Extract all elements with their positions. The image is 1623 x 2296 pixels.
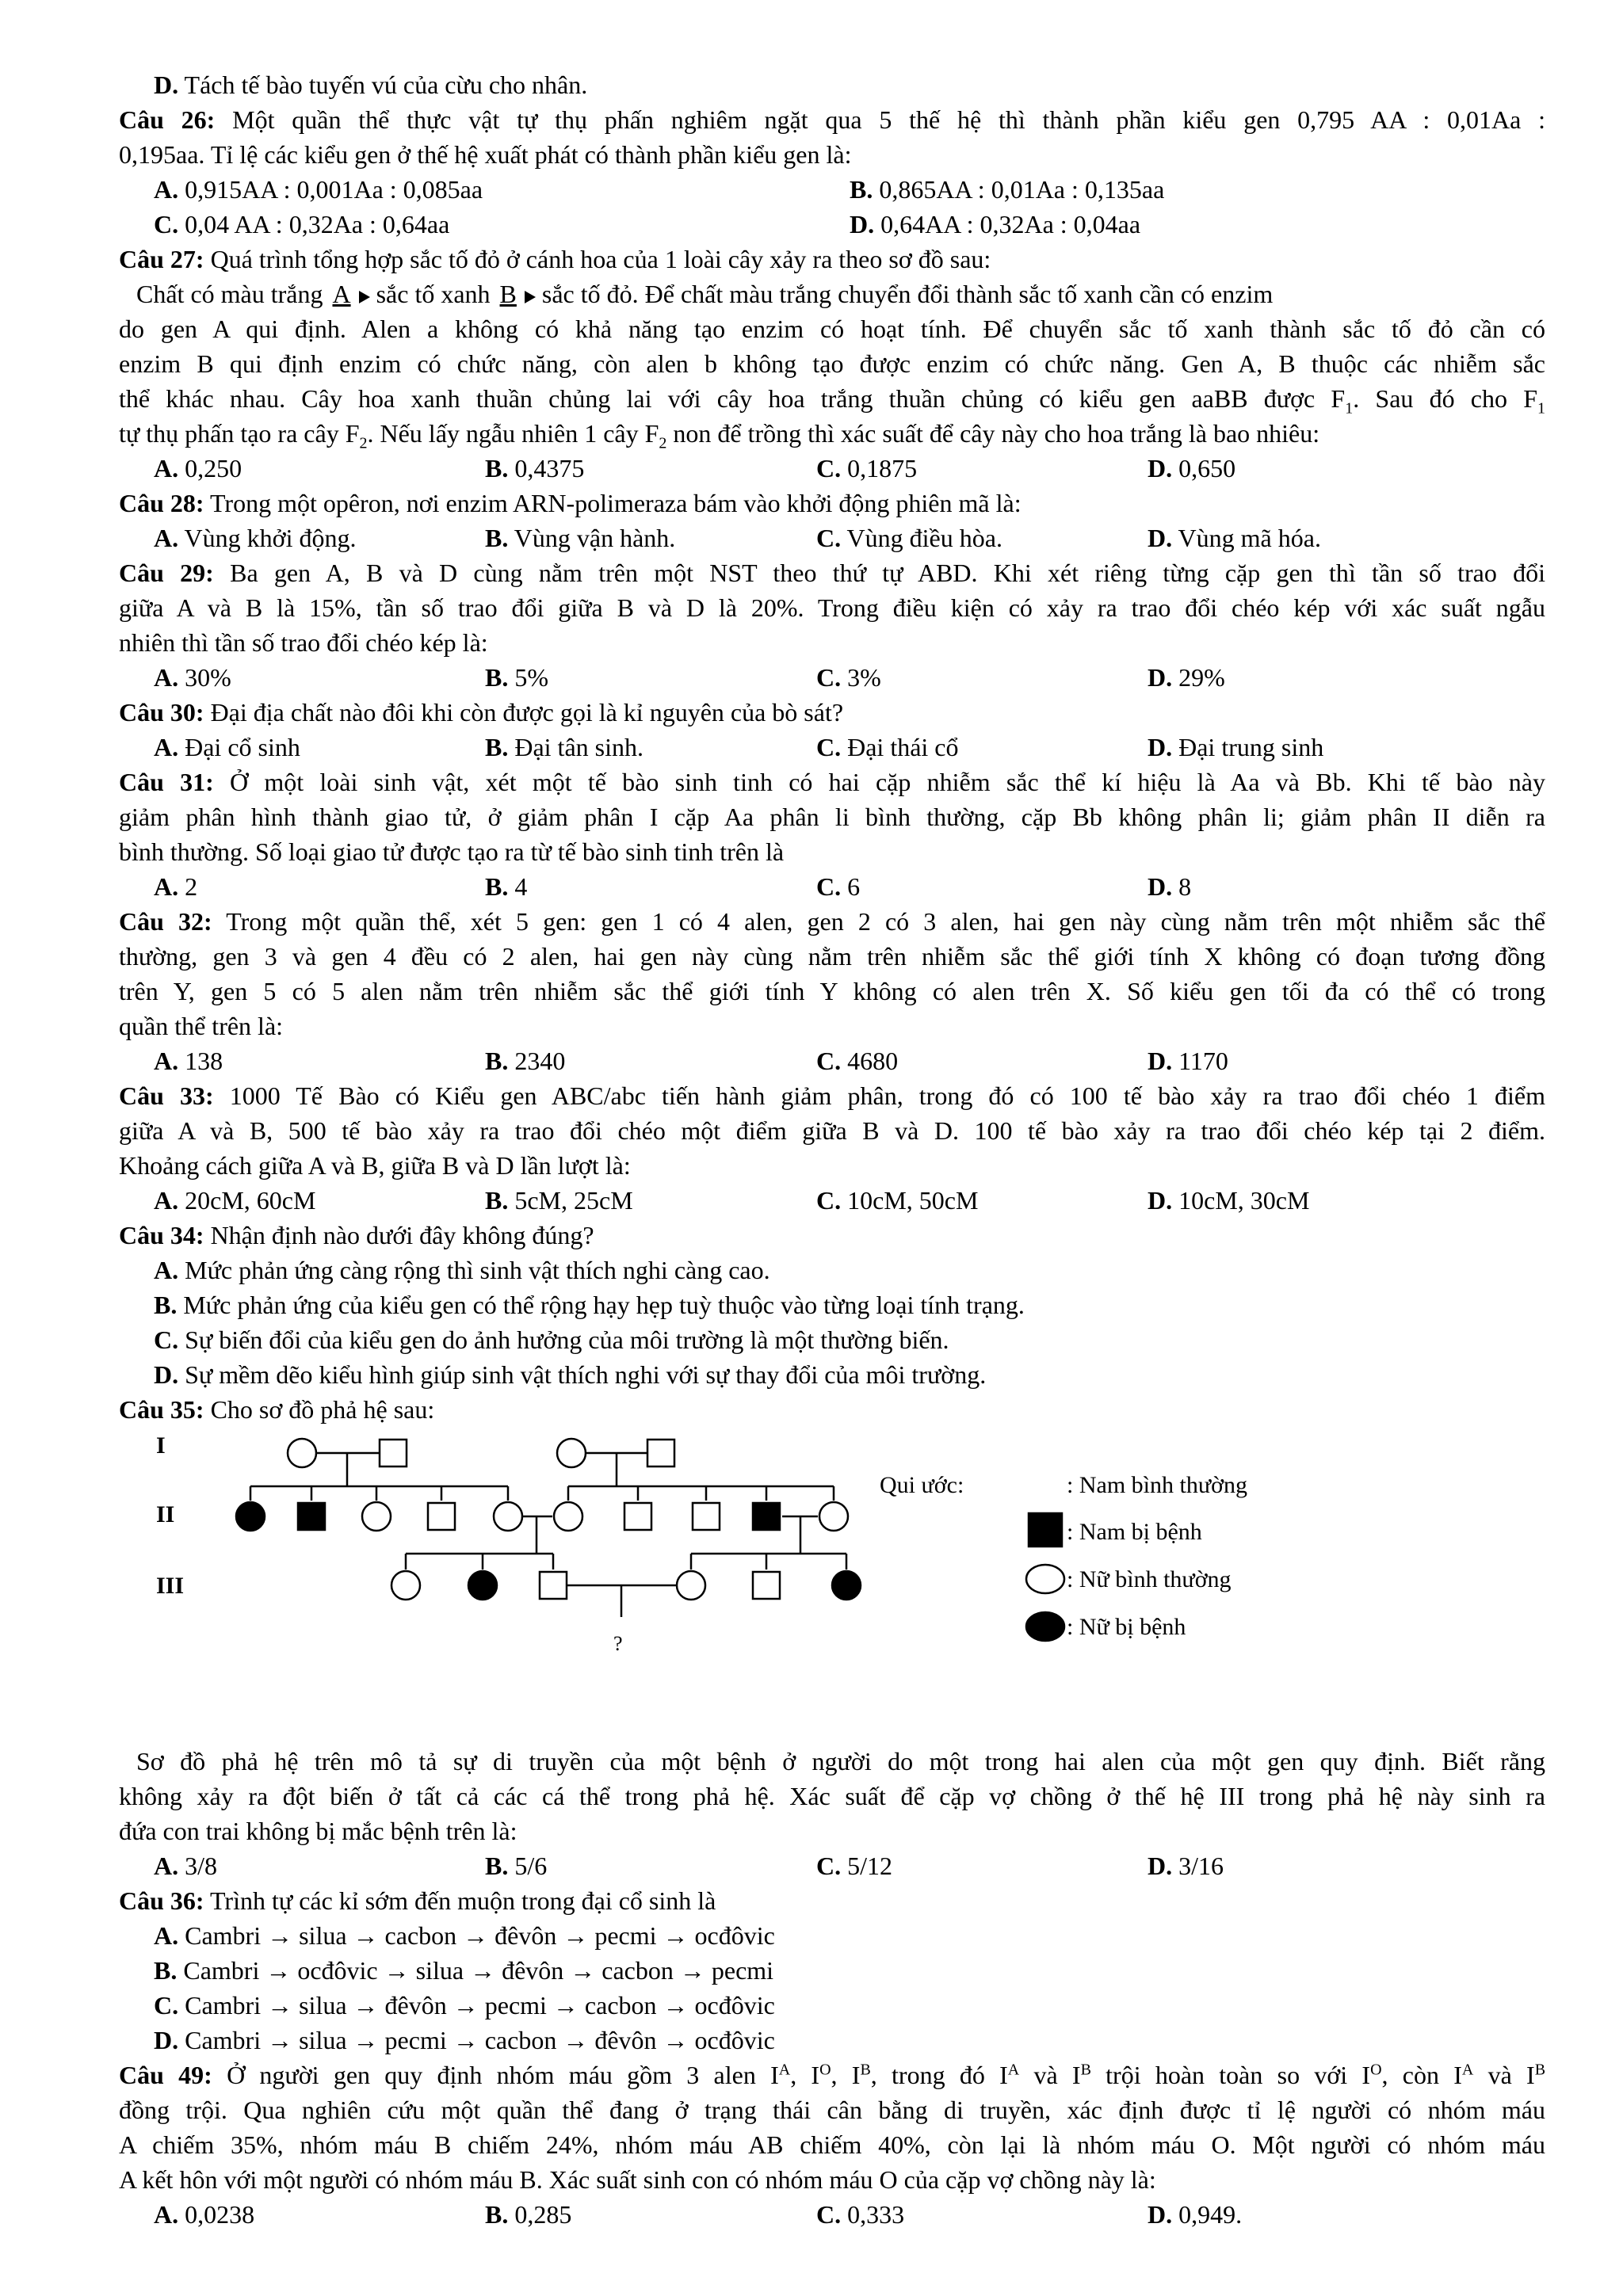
option-text: 20cM, 60cM: [185, 1186, 316, 1215]
option-text: 0,949.: [1178, 2200, 1243, 2229]
option-a: [154, 869, 485, 904]
option-label: D.: [850, 210, 875, 238]
female-affected-icon: [236, 1502, 265, 1531]
option-c: [816, 2197, 1148, 2232]
option-a: [119, 1253, 1545, 1287]
option-a: [154, 730, 485, 765]
superscript: B: [1080, 2061, 1091, 2079]
option-d: [1148, 730, 1479, 765]
option-a: [154, 1848, 485, 1883]
options-row: [119, 451, 1545, 486]
option-a: [154, 1043, 485, 1078]
option-d: [850, 207, 1545, 242]
question-text-line: [119, 381, 1545, 416]
option-text: Cambri → silua → đêvôn → pecmi → cacbon → ocđôvic: [185, 1991, 775, 2019]
question-label: Câu 34:: [119, 1221, 204, 1249]
option-label: D.: [1148, 1186, 1173, 1215]
option-text: Tách tế bào tuyến vú của cừu cho nhân.: [184, 71, 588, 99]
female-normal-icon: [494, 1502, 522, 1531]
female-normal-icon: [677, 1571, 705, 1600]
options-row: [119, 1848, 1545, 1883]
question-label: Câu 29:: [119, 559, 214, 587]
option-label: B.: [485, 454, 509, 482]
option-label: C.: [816, 2200, 842, 2229]
options-row: [119, 207, 1545, 242]
subscript: 1: [1345, 399, 1354, 418]
female-normal-icon: [554, 1502, 582, 1531]
options-row: [119, 730, 1545, 765]
question-text-line: A kết hôn với một người có nhóm máu B. Xác suất sinh con có nhóm máu O của cặp vợ chồng này là:: [119, 2165, 1156, 2194]
question-32: [119, 904, 1545, 939]
option-label: D.: [1148, 872, 1173, 901]
option-d: [119, 2023, 1545, 2058]
option-text: 0,04 AA : 0,32Aa : 0,64aa: [185, 210, 450, 238]
option-text: Vùng khởi động.: [184, 524, 357, 552]
legend-male-affected: : Nam bị bệnh: [1067, 1519, 1202, 1545]
option-a: [154, 2197, 485, 2232]
question-text: Cho sơ đồ phả hệ sau:: [210, 1395, 435, 1424]
option-b: [485, 2197, 816, 2232]
option-d: [1148, 1183, 1479, 1218]
option-c: [816, 521, 1148, 555]
option-text: Cambri → ocđôvic → silua → đêvôn → cacbon → pecmi: [183, 1956, 774, 1985]
question-text: Quá trình tổng hợp sắc tố đỏ ở cánh hoa của 1 loài cây xảy ra theo sơ đồ sau:: [210, 245, 991, 273]
option-label: C.: [816, 663, 842, 692]
prev-option-d: [119, 67, 1545, 102]
option-label: C.: [154, 1991, 179, 2019]
option-b: [485, 869, 816, 904]
option-label: D.: [1148, 663, 1173, 692]
options-row: [119, 660, 1545, 695]
male-affected-icon: [298, 1503, 325, 1530]
question-label: Câu 33:: [119, 1081, 214, 1110]
option-text: 2: [185, 872, 198, 901]
option-text: 4680: [847, 1047, 899, 1075]
white-substance-text: Chất có màu trắng: [136, 280, 323, 308]
option-label: B.: [485, 1047, 509, 1075]
question-49: Câu 49: Ở người gen quy định nhóm máu gồm 3 alen $I^A$, $I^O$, $I^B$, trong đó $I^A$ và $I^B$ trội hoàn toàn so với $I^O$, còn $I^A$ và $I^B$: [119, 2061, 1546, 2089]
option-text: 8: [1178, 872, 1192, 901]
option-b: [485, 730, 816, 765]
option-label: C.: [816, 1186, 842, 1215]
female-normal-icon: [819, 1502, 848, 1531]
option-a: [154, 1183, 485, 1218]
option-d: [1148, 451, 1479, 486]
question-label: Câu 31:: [119, 768, 214, 796]
option-text: Mức phản ứng của kiểu gen có thể rộng hạy hẹp tuỳ thuộc vào từng loại tính trạng.: [183, 1291, 1025, 1319]
question-text-line: giữa A và B, 500 tế bào xảy ra trao đổi chéo một điểm giữa B và D. 100 tế bào xảy ra trao đổi chéo kép tại 2 điểm.: [119, 1116, 1545, 1145]
arrow-head-icon: [359, 291, 370, 303]
question-text-line: giữa A và B là 15%, tần số trao đổi giữa B và D là 20%. Trong điều kiện có xảy ra trao đổi chéo kép với xác suất ngẫu: [119, 593, 1545, 622]
option-label: B.: [485, 1186, 509, 1215]
subscript: 2: [359, 434, 368, 452]
option-c: [119, 1988, 1545, 2023]
question-text-line: quần thể trên là:: [119, 1012, 284, 1040]
question-text: Nhận định nào dưới đây không đúng?: [210, 1221, 594, 1249]
option-text: Mức phản ứng càng rộng thì sinh vật thích nghi càng cao.: [185, 1256, 770, 1284]
female-normal-icon: [362, 1502, 391, 1531]
option-text: 5/12: [847, 1852, 892, 1880]
option-text: 10cM, 30cM: [1178, 1186, 1310, 1215]
option-text: Cambri → silua → pecmi → cacbon → đêvôn → ocđôvic: [185, 2026, 775, 2054]
option-label: A.: [154, 1186, 179, 1215]
option-text: 5%: [514, 663, 548, 692]
option-label: C.: [816, 872, 842, 901]
pedigree-diagram: [119, 1427, 1545, 1744]
question-text-line: enzim B qui định enzim có chức năng, còn alen b không tạo được enzim có chức năng. Gen A, B thuộc các nhiễm sắc: [119, 349, 1545, 378]
legend-female-normal-icon: [1026, 1565, 1064, 1593]
option-text: 0,1875: [847, 454, 918, 482]
question-text: 1000 Tế Bào có Kiểu gen ABC/abc tiến hành giảm phân, trong đó có 100 tế bào xảy ra trao đổi chéo 1 điểm: [229, 1081, 1546, 1110]
option-d: [1148, 869, 1479, 904]
superscript: O: [819, 2061, 831, 2079]
question-text-line: thường, gen 3 và gen 4 đều có 2 alen, hai gen này cùng nằm trên nhiễm sắc thể giới tính X không có đoạn tương đồng: [119, 942, 1545, 971]
option-text: Đại thái cổ: [847, 733, 959, 761]
option-text: 0,4375: [514, 454, 585, 482]
option-text: 0,64AA : 0,32Aa : 0,04aa: [880, 210, 1141, 238]
superscript: A: [778, 2061, 791, 2079]
question-30: [119, 695, 1545, 730]
option-label: C.: [154, 210, 179, 238]
option-label: A.: [154, 175, 179, 204]
generation-label-ii: II: [156, 1501, 175, 1527]
option-text: Đại cổ sinh: [185, 733, 300, 761]
option-c: [816, 1043, 1148, 1078]
question-text: Trong một opêron, nơi enzim ARN-polimeraza bám vào khởi động phiên mã là:: [209, 489, 1022, 517]
option-label: C.: [816, 1047, 842, 1075]
superscript: A: [1461, 2061, 1474, 2079]
arrow-head-icon: [525, 291, 536, 303]
text-span: . Sau đó cho F: [1353, 384, 1538, 413]
option-d: [1148, 521, 1479, 555]
option-text: Vùng mã hóa.: [1178, 524, 1321, 552]
option-label: B.: [154, 1291, 178, 1319]
option-d: [119, 1357, 1545, 1392]
option-text: 0,333: [847, 2200, 905, 2229]
option-label: C.: [816, 524, 842, 552]
question-text-line: đứa con trai không bị mắc bệnh trên là:: [119, 1817, 517, 1845]
male-normal-icon: [624, 1503, 651, 1530]
question-text-line: [119, 416, 1545, 451]
question-label: Câu 26:: [119, 105, 216, 134]
option-label: D.: [1148, 454, 1173, 482]
option-b: [485, 521, 816, 555]
question-text: Ở người gen quy định nhóm máu gồm 3 alen I: [227, 2061, 779, 2089]
question-text: sắc tố đỏ. Để chất màu trắng chuyển đổi thành sắc tố xanh cần có enzim: [541, 280, 1274, 308]
female-normal-icon: [557, 1439, 586, 1467]
arrow-b: [491, 277, 536, 311]
superscript: A: [1007, 2061, 1020, 2079]
legend-male-normal: : Nam bình thường: [1067, 1472, 1247, 1498]
question-label: Câu 35:: [119, 1395, 204, 1424]
option-label: A.: [154, 1852, 179, 1880]
arrow-a: [323, 277, 369, 311]
female-affected-icon: [832, 1571, 861, 1600]
question-text-line: đồng trội. Qua nghiên cứu một quần thể đang ở trạng thái cân bằng di truyền, xác định được tỉ lệ người có nhóm máu: [119, 2096, 1545, 2124]
superscript: O: [1370, 2061, 1382, 2079]
option-label: D.: [154, 2026, 179, 2054]
option-c: [816, 1183, 1148, 1218]
option-text: 5cM, 25cM: [514, 1186, 633, 1215]
male-affected-icon: [753, 1503, 780, 1530]
option-text: Cambri → silua → cacbon → đêvôn → pecmi → ocđôvic: [185, 1921, 775, 1950]
text-span: . Nếu lấy ngẫu nhiên 1 cây F: [367, 419, 659, 448]
option-b: [850, 172, 1545, 207]
text-span: thể khác nhau. Cây hoa xanh thuần chủng lai với cây hoa trắng thuần chủng có kiểu gen aaBB được F: [119, 384, 1346, 413]
options-row: [119, 869, 1545, 904]
question-text-line: giảm phân hình thành giao tử, ở giảm phân I cặp Aa phân li bình thường, cặp Bb không phân li; giảm phân II diễn ra: [119, 803, 1545, 831]
option-d: [1148, 2197, 1479, 2232]
male-normal-icon: [647, 1440, 674, 1466]
options-row: [119, 172, 1545, 207]
option-label: B.: [485, 733, 509, 761]
exam-page: [119, 67, 1545, 2232]
legend-female-normal: : Nữ bình thường: [1067, 1566, 1232, 1592]
option-label: C.: [816, 1852, 842, 1880]
option-c: [816, 730, 1148, 765]
option-text: 138: [185, 1047, 223, 1075]
option-text: 10cM, 50cM: [847, 1186, 979, 1215]
option-label: D.: [154, 71, 179, 99]
options-row: [119, 2197, 1545, 2232]
question-text-line: do gen A qui định. Alen a không có khả năng tạo enzim có hoạt tính. Để chuyển sắc tố xanh thành sắc tố đỏ cần có: [119, 315, 1545, 343]
option-c: [119, 1322, 1545, 1357]
question-36: [119, 1883, 1545, 1918]
option-c: [816, 451, 1148, 486]
option-label: A.: [154, 1047, 179, 1075]
male-normal-icon: [693, 1503, 720, 1530]
male-normal-icon: [540, 1572, 567, 1599]
option-label: A.: [154, 872, 179, 901]
subscript: 1: [1537, 399, 1546, 418]
question-26: [119, 102, 1545, 137]
question-label: Câu 32:: [119, 907, 212, 936]
option-label: A.: [154, 733, 179, 761]
option-c: [154, 207, 850, 242]
legend-female-affected-icon: [1026, 1612, 1064, 1641]
question-text-line: A chiếm 35%, nhóm máu B chiếm 24%, nhóm máu AB chiếm 40%, còn lại là nhóm máu O. Một người có nhóm máu: [119, 2130, 1545, 2159]
option-text: 0,250: [185, 454, 242, 482]
option-text: 3/8: [185, 1852, 217, 1880]
option-b: [485, 1183, 816, 1218]
option-b: [485, 1043, 816, 1078]
female-normal-icon: [391, 1571, 420, 1600]
option-a: [119, 1918, 1545, 1953]
generation-label-i: I: [156, 1432, 166, 1459]
option-text: 0,915AA : 0,001Aa : 0,085aa: [185, 175, 483, 204]
question-text: Đại địa chất nào đôi khi còn được gọi là kỉ nguyên của bò sát?: [210, 698, 844, 727]
option-text: Vùng vận hành.: [514, 524, 676, 552]
option-text: 29%: [1178, 663, 1225, 692]
option-label: B.: [485, 872, 509, 901]
option-c: [816, 660, 1148, 695]
question-text-line: không xảy ra đột biến ở tất cả các cá thể trong phả hệ. Xác suất để cặp vợ chồng ở thế hệ III trong phả hệ này sinh ra: [119, 1782, 1545, 1810]
option-label: C.: [816, 454, 842, 482]
option-d: [1148, 660, 1479, 695]
option-text: 6: [847, 872, 861, 901]
enzyme-a-label: A: [332, 280, 351, 308]
options-row: [119, 521, 1545, 555]
question-text-line: nhiên thì tần số trao đổi chéo kép là:: [119, 628, 488, 657]
legend-title: Qui ước:: [880, 1472, 964, 1498]
generation-label-iii: III: [156, 1573, 185, 1599]
option-b: [485, 1848, 816, 1883]
question-28: [119, 486, 1545, 521]
option-label: A.: [154, 1921, 179, 1950]
options-row: [119, 1043, 1545, 1078]
question-27: [119, 242, 1545, 277]
option-label: D.: [1148, 524, 1173, 552]
question-33: [119, 1078, 1545, 1113]
option-label: A.: [154, 454, 179, 482]
question-label: Câu 30:: [119, 698, 204, 727]
option-text: 4: [514, 872, 528, 901]
question-text-line: Khoảng cách giữa A và B, giữa B và D lần lượt là:: [119, 1151, 631, 1180]
subscript: 2: [659, 434, 667, 452]
option-text: Đại tân sinh.: [514, 733, 643, 761]
female-normal-icon: [288, 1439, 316, 1467]
option-label: B.: [850, 175, 873, 204]
male-normal-icon: [380, 1440, 407, 1466]
option-text: 2340: [514, 1047, 566, 1075]
option-label: B.: [485, 663, 509, 692]
superscript: B: [860, 2061, 871, 2079]
text-span: non để trồng thì xác suất để cây này cho hoa trắng là bao nhiêu:: [666, 419, 1320, 448]
question-35: [119, 1392, 1545, 1427]
option-d: [1148, 1043, 1479, 1078]
options-row: [119, 1183, 1545, 1218]
option-text: Vùng điều hòa.: [846, 524, 1002, 552]
option-text: 0,285: [514, 2200, 572, 2229]
option-text: 3%: [847, 663, 881, 692]
option-c: [816, 1848, 1148, 1883]
option-label: A.: [154, 524, 179, 552]
text-span: tự thụ phấn tạo ra cây F: [119, 419, 360, 448]
option-text: 0,865AA : 0,01Aa : 0,135aa: [879, 175, 1165, 204]
question-label: Câu 27:: [119, 245, 204, 273]
question-29: [119, 555, 1545, 590]
enzyme-b-label: B: [499, 280, 517, 308]
option-a: [154, 451, 485, 486]
option-label: B.: [485, 1852, 509, 1880]
option-label: D.: [1148, 1047, 1173, 1075]
question-text: Trình tự các kỉ sớm đến muộn trong đại cổ sinh là: [209, 1886, 716, 1915]
question-label: Câu 28:: [119, 489, 204, 517]
option-label: A.: [154, 2200, 179, 2229]
option-label: B.: [154, 1956, 178, 1985]
option-text: Đại trung sinh: [1178, 733, 1324, 761]
option-text: 3/16: [1178, 1852, 1224, 1880]
male-normal-icon: [428, 1503, 455, 1530]
option-text: 5/6: [514, 1852, 548, 1880]
option-b: [485, 451, 816, 486]
question-text: Ở một loài sinh vật, xét một tế bào sinh tinh có hai cặp nhiễm sắc thể kí hiệu là Aa và Bb. Khi tế bào này: [230, 768, 1546, 796]
question-text-line: Sơ đồ phả hệ trên mô tả sự di truyền của một bệnh ở người do một trong hai alen của một gen quy định. Biết rằng: [136, 1747, 1545, 1775]
option-b: [119, 1953, 1545, 1988]
legend-male-affected-icon: [1029, 1513, 1062, 1547]
option-text: 0,650: [1178, 454, 1236, 482]
question-31: [119, 765, 1545, 799]
option-label: A.: [154, 663, 179, 692]
option-label: B.: [485, 2200, 509, 2229]
male-normal-icon: [753, 1572, 780, 1599]
question-text: Một quần thể thực vật tự thụ phấn nghiêm ngặt qua 5 thế hệ thì thành phần kiểu gen 0,795 AA : 0,01Aa :: [232, 105, 1546, 134]
option-label: D.: [154, 1360, 179, 1389]
pedigree-svg: [119, 1427, 1545, 1744]
question-text-line: bình thường. Số loại giao tử được tạo ra từ tế bào sinh tinh trên là: [119, 837, 785, 866]
option-text: Sự biến đổi của kiểu gen do ảnh hưởng của môi trường là một thường biến.: [185, 1325, 949, 1354]
option-text: 0,0238: [185, 2200, 255, 2229]
option-c: [816, 869, 1148, 904]
option-a: [154, 172, 850, 207]
option-label: D.: [1148, 1852, 1173, 1880]
question-text: Trong một quần thể, xét 5 gen: gen 1 có 4 alen, gen 2 có 3 alen, hai gen này cùng nằm trên một nhiễm sắc thể: [226, 907, 1546, 936]
option-text: 1170: [1178, 1047, 1228, 1075]
question-text-line: 0,195aa. Tỉ lệ các kiểu gen ở thế hệ xuất phát có thành phần kiểu gen là:: [119, 140, 852, 169]
option-d: [1148, 1848, 1479, 1883]
option-a: [154, 660, 485, 695]
option-label: A.: [154, 1256, 179, 1284]
question-text: Ba gen A, B và D cùng nằm trên một NST theo thứ tự ABD. Khi xét riêng từng cặp gen thì tần số trao đổi: [230, 559, 1546, 587]
question-text-line: trên Y, gen 5 có 5 alen nằm trên nhiễm sắc thể giới tính Y không có alen trên X. Số kiểu gen tối đa có thể có trong: [119, 977, 1545, 1005]
legend-female-affected: : Nữ bị bệnh: [1067, 1614, 1186, 1640]
unknown-child-mark: ?: [613, 1632, 623, 1655]
option-text: Sự mềm dẽo kiểu hình giúp sinh vật thích nghi với sự thay đổi của môi trường.: [185, 1360, 987, 1389]
pathway-line: [119, 277, 1545, 311]
option-b: [485, 660, 816, 695]
blue-pigment-text: sắc tố xanh: [376, 280, 491, 308]
option-label: B.: [485, 524, 509, 552]
superscript: B: [1534, 2061, 1546, 2079]
option-label: C.: [154, 1325, 179, 1354]
female-affected-icon: [468, 1571, 497, 1600]
option-label: D.: [1148, 2200, 1173, 2229]
option-label: D.: [1148, 733, 1173, 761]
option-label: C.: [816, 733, 842, 761]
question-34: [119, 1218, 1545, 1253]
option-a: [154, 521, 485, 555]
option-text: 30%: [185, 663, 231, 692]
option-b: [119, 1287, 1545, 1322]
question-label: Câu 36:: [119, 1886, 204, 1915]
question-label: Câu 49:: [119, 2061, 212, 2089]
